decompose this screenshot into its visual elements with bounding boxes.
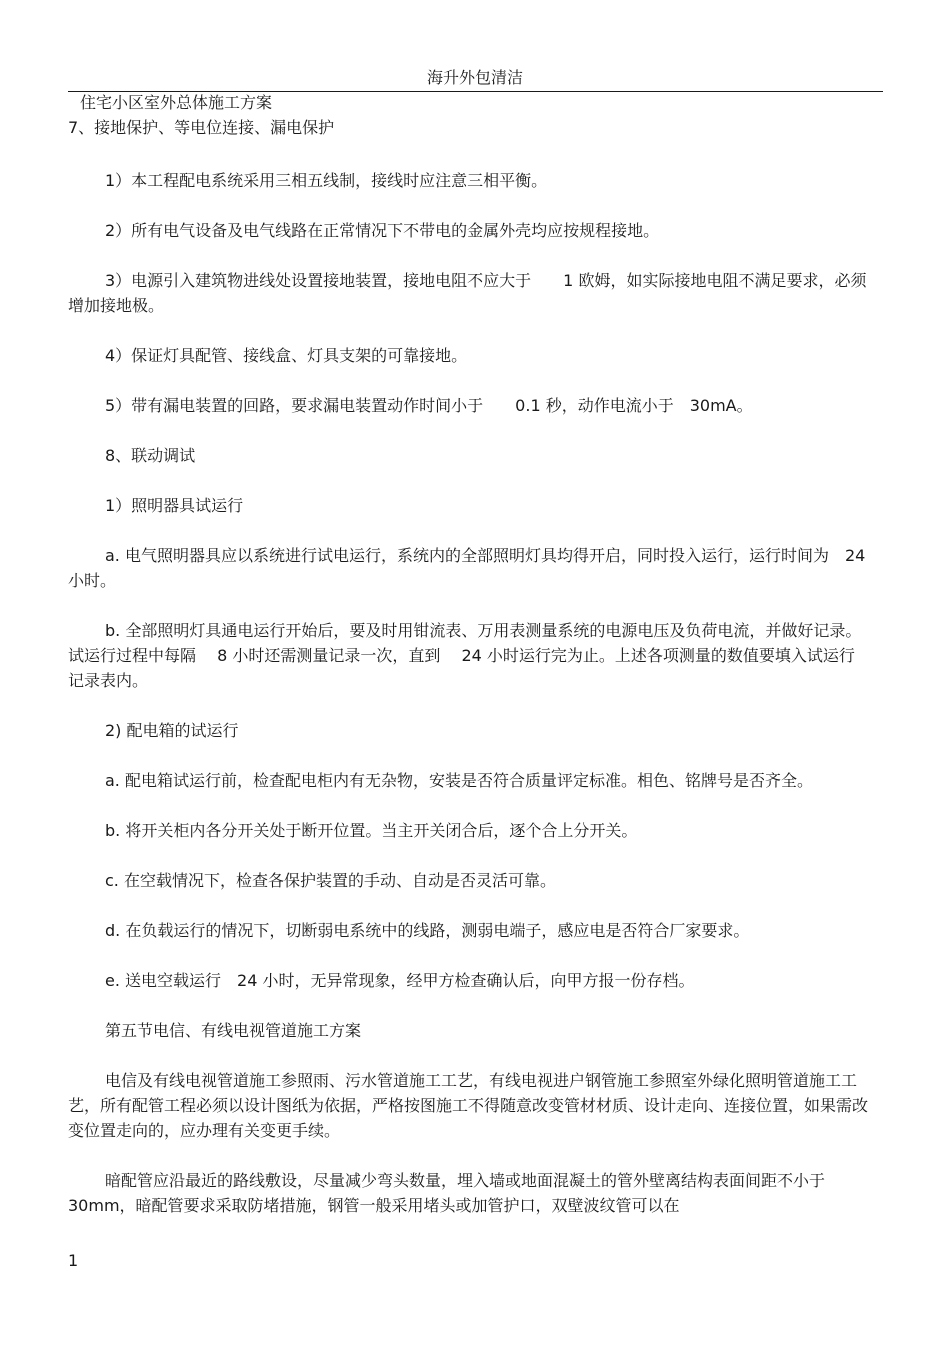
header-divider [68,91,883,92]
document-title: 住宅小区室外总体施工方案 [80,93,273,112]
paragraph: b. 全部照明灯具通电运行开始后，要及时用钳流表、万用表测量系统的电源电压及负荷电流，并做好记录。试运行过程中每隔 8 小时还需测量记录一次，直到 24 小时运行完为止。上述各项测量的数值要填入试运行记录表内。 [68,621,862,690]
paragraph: e. 送电空载运行 24 小时，无异常现象，经甲方检查确认后，向甲方报一份存档。 [105,971,695,990]
paragraph: 8、联动调试 [105,446,196,465]
page-number: 1 [68,1251,79,1270]
paragraph: 1）照明器具试运行 [105,496,244,515]
paragraph: 电信及有线电视管道施工参照雨、污水管道施工工艺，有线电视进户钢管施工参照室外绿化照明管道施工工艺，所有配管工程必须以设计图纸为依据，严格按图施工不得随意改变管材材质、设计走向、连接位置，如果需改变位置走向的，应办理有关变更手续。 [68,1071,869,1140]
paragraph: c. 在空载情况下，检查各保护装置的手动、自动是否灵活可靠。 [105,871,556,890]
paragraph: 2）所有电气设备及电气线路在正常情况下不带电的金属外壳均应按规程接地。 [105,221,660,240]
paragraph: a. 电气照明器具应以系统进行试电运行，系统内的全部照明灯具均得开启，同时投入运行，运行时间为 24 小时。 [68,546,866,590]
paragraph: 第五节电信、有线电视管道施工方案 [105,1021,362,1040]
paragraph: d. 在负载运行的情况下，切断弱电系统中的线路，测弱电端子，感应电是否符合厂家要求。 [105,921,750,940]
page-header: 海升外包清洁 [426,68,523,87]
paragraph: 1）本工程配电系统采用三相五线制，接线时应注意三相平衡。 [105,171,548,190]
paragraph: 暗配管应沿最近的路线敷设，尽量减少弯头数量，埋入墙或地面混凝土的管外壁离结构表面间距不小于 30mm，暗配管要求采取防堵措施，钢管一般采用堵头或加管护口，双壁波纹管可以在 [68,1171,842,1215]
section-heading: 7、接地保护、等电位连接、漏电保护 [68,118,335,137]
document-body [68,168,868,1243]
paragraph: 5）带有漏电装置的回路，要求漏电装置动作时间小于 0.1 秒，动作电流小于 30mA。 [105,396,753,415]
paragraph: 2) 配电箱的试运行 [105,721,239,740]
paragraph: 3）电源引入建筑物进线处设置接地装置，接地电阻不应大于 1 欧姆，如实际接地电阻不满足要求，必须增加接地极。 [68,271,867,315]
paragraph: b. 将开关柜内各分开关处于断开位置。当主开关闭合后，逐个合上分开关。 [105,821,638,840]
paragraph: 4）保证灯具配管、接线盒、灯具支架的可靠接地。 [105,346,468,365]
paragraph: a. 配电箱试运行前，检查配电柜内有无杂物，安装是否符合质量评定标准。相色、铭牌号是否齐全。 [105,771,813,790]
